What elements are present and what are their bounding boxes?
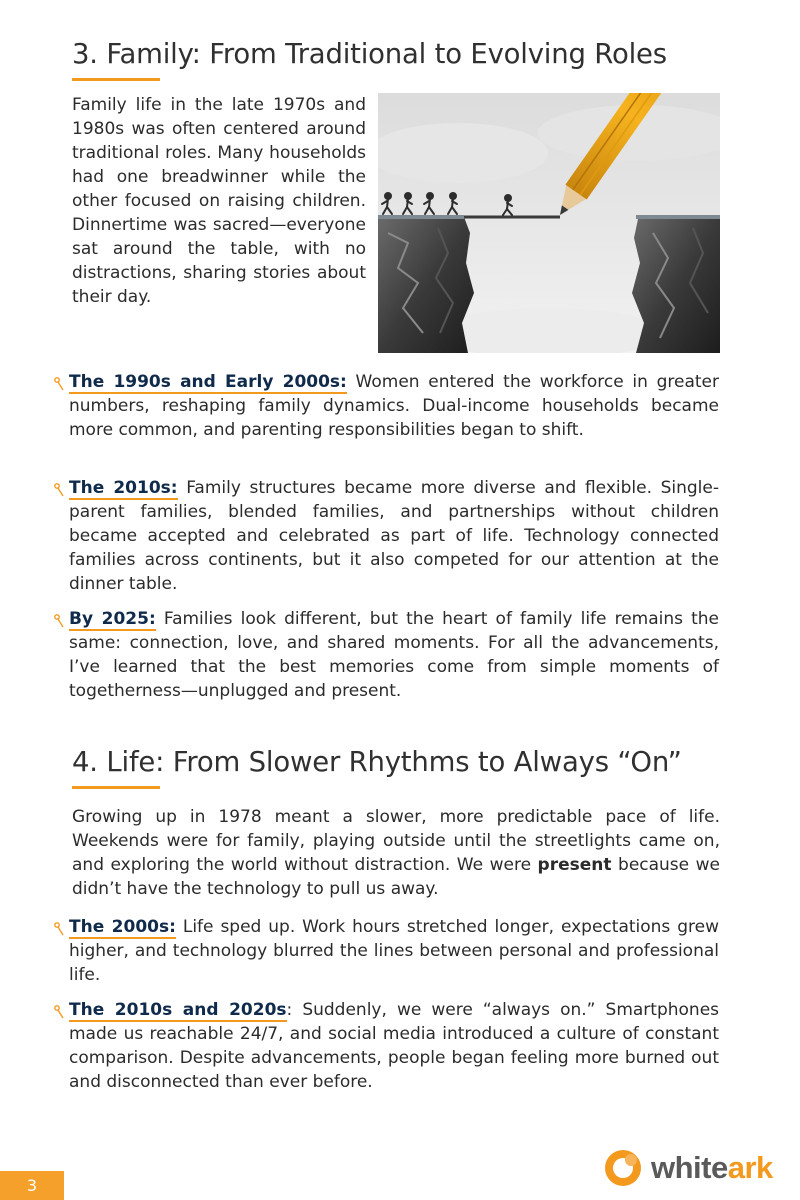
section-4-title-underline [72, 786, 160, 789]
bullet-pin-icon [54, 1005, 64, 1019]
intro-text-end: because we didn’t have the technology to pull us away. [72, 855, 720, 899]
section-4-title: 4. Life: From Slower Rhythms to Always “On” [72, 746, 682, 778]
intro-text: Growing up in 1978 meant a slower, more predictable pace of life. Weekends were for family, playing outside until the streetlights came on, and exploring the world without distraction. We were [72, 807, 720, 875]
section-3-item-2025 [69, 607, 719, 703]
item-text: Life sped up. Work hours stretched longer, expectations grew higher, and technology blurred the lines between personal and professional life. [69, 917, 719, 985]
item-text: Families look different, but the heart of family life remains the same: connection, love, and shared moments. For all the advancements, I’ve learned that the best memories come from simple moments of togetherness—unplugged and present. [69, 609, 719, 701]
section-3-title: 3. Family: From Traditional to Evolving Roles [72, 38, 667, 70]
item-label: The 2010s and 2020s [69, 1000, 287, 1020]
item-text: Women entered the workforce in greater numbers, reshaping family dynamics. Dual-income households became more common, and parenting responsibilities began to shift. [69, 372, 719, 440]
bullet-pin-icon [54, 922, 64, 936]
item-label: The 2010s: [69, 478, 178, 498]
whiteark-logo [603, 1148, 773, 1188]
item-text: : Suddenly, we were “always on.” Smartphones made us reachable 24/7, and social media introduced a culture of constant comparison. Despite advancements, people began feeling more burned out and disconnected than ever before. [69, 1000, 720, 1092]
bullet-pin-icon [54, 377, 64, 391]
intro-bold-word: present [537, 855, 612, 875]
logo-wordmark [651, 1150, 773, 1186]
section-3-item-1990s [69, 370, 719, 442]
bullet-pin-icon [54, 614, 64, 628]
pencil-bridge-icon [378, 93, 720, 353]
section-3-title-underline [72, 78, 160, 81]
whiteark-logo-icon [603, 1148, 643, 1188]
section-3-item-2010s [69, 476, 719, 596]
section-3-intro: Family life in the late 1970s and 1980s was often centered around traditional roles. Many households had one breadwinner while the other focused on raising children. Dinnertime was sacred—everyone sat around the table, with no distractions, sharing stories about their day. [72, 95, 366, 307]
item-label: The 2000s: [69, 917, 176, 937]
bullet-pin-icon [54, 483, 64, 497]
pencil-bridge-illustration [378, 93, 720, 353]
item-label: By 2025: [69, 609, 156, 629]
page-number: 3 [0, 1171, 64, 1200]
item-text: Family structures became more diverse and flexible. Single-parent families, blended families, and partnerships without children became accepted and celebrated as part of life. Technology connected families across continents, but it also competed for our attention at the dinner table. [69, 478, 719, 594]
section-4-item-2010s-2020s [69, 998, 719, 1094]
section-4-intro [72, 805, 720, 901]
logo-ark-text: ark [727, 1150, 773, 1185]
logo-white-text: white [651, 1150, 728, 1185]
item-label: The 1990s and Early 2000s: [69, 372, 347, 392]
section-4-item-2000s [69, 915, 719, 987]
